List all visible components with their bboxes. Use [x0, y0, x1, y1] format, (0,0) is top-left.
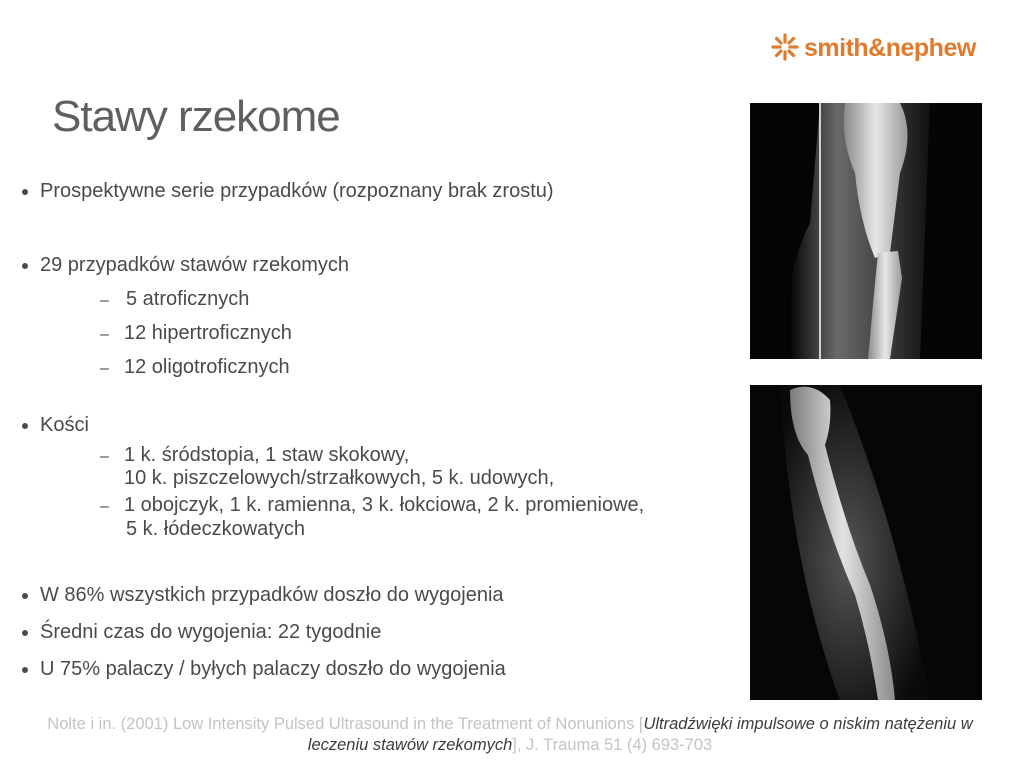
bullet-dot — [22, 263, 28, 269]
smith-nephew-logo — [770, 30, 976, 66]
subitem-hypertrophic: 12 hipertroficznych — [124, 322, 292, 344]
bullet-dot — [22, 423, 28, 429]
logo-text: smith&nephew — [804, 34, 976, 62]
bullet-dot — [22, 630, 28, 636]
bullet-healing-time: Średni czas do wygojenia: 22 tygodnie — [40, 621, 382, 643]
dash-marker: – — [100, 498, 109, 515]
citation-prefix: Nolte i in. (2001) Low Intensity Pulsed Ultrasound in the Treatment of Nonunions [ — [47, 715, 644, 733]
slide-title: Stawy rzekome — [52, 92, 340, 141]
bullet-dot — [22, 189, 28, 195]
xray-image-lower — [750, 385, 982, 700]
starburst-icon — [770, 32, 800, 62]
bullet-smokers: U 75% palaczy / byłych palaczy doszło do wygojenia — [40, 658, 506, 680]
xray-image-upper — [750, 103, 982, 359]
subitem-bones-line1: 1 k. śródstopia, 1 staw skokowy, — [124, 444, 410, 466]
citation — [40, 714, 980, 756]
bullet-nonunion-count: 29 przypadków stawów rzekomych — [40, 254, 350, 276]
citation-translation: Ultradźwięki impulsowe o niskim natężeniu w leczeniu stawów rzekomych — [307, 715, 973, 754]
bullet-dot — [22, 667, 28, 673]
subitem-bones-line4: 5 k. łódeczkowatych — [126, 518, 305, 540]
bullet-dot — [22, 593, 28, 599]
bullet-healing-rate: W 86% wszystkich przypadków doszło do wygojenia — [40, 584, 504, 606]
subitem-atrophic: 5 atroficznych — [126, 288, 250, 310]
dash-marker: – — [100, 326, 109, 343]
bullet-bones: Kości — [40, 414, 89, 436]
bullet-case-series: Prospektywne serie przypadków (rozpoznany brak zrostu) — [40, 180, 554, 202]
citation-suffix: ], J. Trauma 51 (4) 693-703 — [512, 736, 713, 754]
dash-marker: – — [100, 360, 109, 377]
subitem-bones-line2: 10 k. piszczelowych/strzałkowych, 5 k. udowych, — [124, 467, 555, 489]
subitem-bones-line3: 1 obojczyk, 1 k. ramienna, 3 k. łokciowa, 2 k. promieniowe, — [124, 494, 645, 516]
dash-marker: – — [100, 448, 109, 465]
dash-marker: – — [100, 292, 109, 309]
subitem-oligotrophic: 12 oligotroficznych — [124, 356, 290, 378]
